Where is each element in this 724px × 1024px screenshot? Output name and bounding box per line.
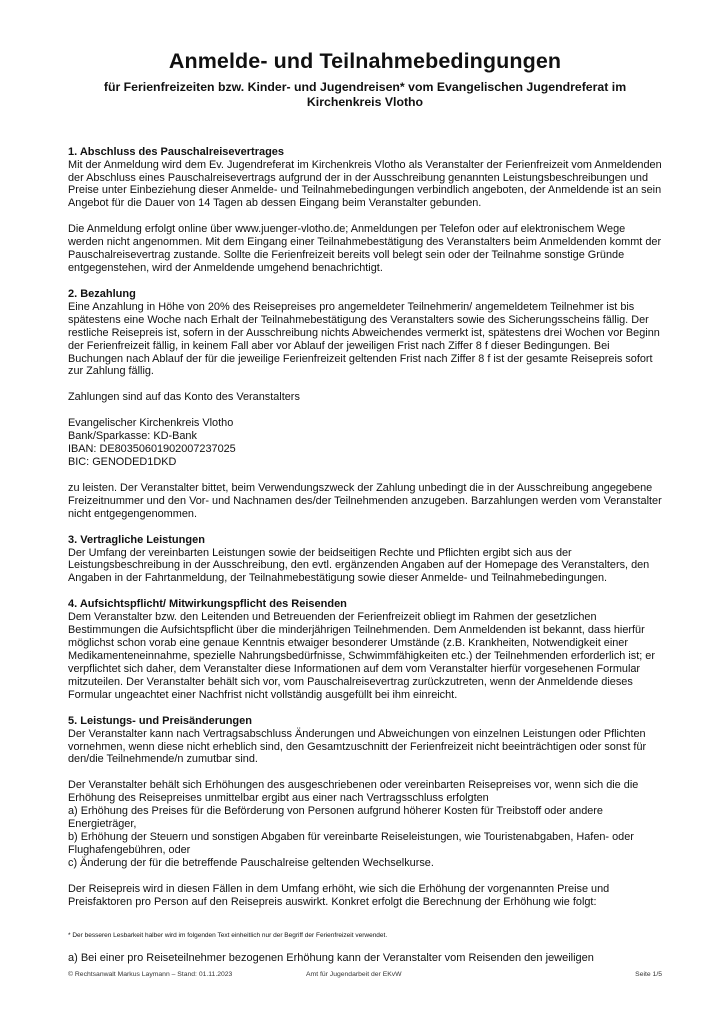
section-3 <box>68 534 662 586</box>
section-5-paragraph-2: Der Veranstalter behält sich Erhöhungen des ausgeschriebenen oder vereinbarten Reisepreises vor, wenn sich die die Erhöhung des Reisepreises unmittelbar ergibt aus einer nach Vertragsschluss erfolgten <box>68 779 639 805</box>
section-2-paragraph-2: Zahlungen sind auf das Konto des Veranstalters <box>68 391 300 404</box>
footer-page-number: Seite 1/5 <box>635 971 662 978</box>
section-1-title: 1. Abschluss des Pauschalreisevertrages <box>68 145 285 158</box>
document-page <box>68 50 662 965</box>
subtitle-line-2: Kirchenkreis Vlotho <box>306 94 424 109</box>
section-1-paragraph-2: Die Anmeldung erfolgt online über www.juenger-vlotho.de; Anmeldungen per Telefon oder auf elektronischem Wege werden nicht angenommen. Mit dem Eingang einer Teilnahmebestätigung des Veranstalters beim Anmeldenden kommt der Pauschalreisevertrag zustande. Sollte die Ferienfreizeit bereits voll belegt sein oder der Teilnahme sonstige Gründe entgegenstehen, wird der Anmeldende umgehend benachrichtigt. <box>68 223 662 274</box>
section-5-title: 5. Leistungs- und Preisänderungen <box>68 714 252 727</box>
section-4 <box>68 598 662 701</box>
bank-bank: Bank/Sparkasse: KD-Bank <box>68 430 197 443</box>
section-1-paragraph-1: Mit der Anmeldung wird dem Ev. Jugendreferat im Kirchenkreis Vlotho als Veranstalter der Ferienfreizeit vom Anmeldenden der Abschluss eines Pauschalreisevertrags aufgrund der in der Ausschreibung genannten Leistungsbeschreibungen und Preise unter Einbeziehung dieser Anmelde- und Teilnahmebedingungen verbindlich angeboten, der Anmeldende ist an sein Angebot für die Dauer von 14 Tagen ab dessen Eingang beim Veranstalter gebunden. <box>68 158 662 210</box>
bank-name: Evangelischer Kirchenkreis Vlotho <box>68 417 234 430</box>
section-5-item-b: b) Erhöhung der Steuern und sonstigen Abgaben für vereinbarte Reiseleistungen, wie Touristenabgaben, Hafen- oder Flughafengebühren, oder <box>68 830 634 856</box>
footer-copyright: © Rechtsanwalt Markus Laymann – Stand: 01.11.2023 <box>68 971 233 978</box>
footer-organization: Amt für Jugendarbeit der EKvW <box>306 971 402 978</box>
section-5 <box>68 715 662 909</box>
continued-paragraph: a) Bei einer pro Reiseteilnehmer bezogenen Erhöhung kann der Veranstalter vom Reisenden den jeweiligen <box>68 951 594 964</box>
section-1 <box>68 146 662 275</box>
section-3-title: 3. Vertragliche Leistungen <box>68 533 205 546</box>
section-5-paragraph-3: Der Reisepreis wird in diesen Fällen in dem Umfang erhöht, wie sich die Erhöhung der vorgenannten Preise und Preisfaktoren pro Person auf den Reisepreis auswirkt. Konkret erfolgt die Berechnung der Erhöhung wie folgt: <box>68 882 610 908</box>
section-2-paragraph-1: Eine Anzahlung in Höhe von 20% des Reisepreises pro angemeldeter Teilnehmerin/ angemeldetem Teilnehmer ist bis spätestens eine Woche nach Erhalt der Teilnahmebestätigung des Veranstalters sowie des Sicherungsscheins fällig. Der restliche Reisepreis ist, sofern in der Ausschreibung nichts Abweichendes vermerkt ist, spätestens drei Wochen vor Beginn der Ferienfreizeit fällig, in keinem Fall aber vor Ablauf der jeweiligen Frist nach Ziffer 8 f dieser Bedingungen. Bei Buchungen nach Ablauf der für die jeweilige Ferienfreizeit geltenden Frist nach Ziffer 8 f ist der gesamte Reisepreis sofort zur Zahlung fällig. <box>68 300 660 378</box>
section-2 <box>68 288 662 521</box>
section-5-item-a: a) Erhöhung des Preises für die Beförderung von Personen aufgrund höherer Kosten für Treibstoff oder andere Energieträger, <box>68 805 603 831</box>
document-subtitle <box>68 80 662 110</box>
document-title: Anmelde- und Teilnahmebedingungen <box>168 49 562 73</box>
bank-iban: IBAN: DE80350601902007237025 <box>68 443 236 456</box>
section-5-item-c: c) Änderung der für die betreffende Pauschalreise geltenden Wechselkurse. <box>68 856 434 869</box>
section-5-paragraph-1: Der Veranstalter kann nach Vertragsabschluss Änderungen und Abweichungen von einzelnen Leistungen oder Pflichten vornehmen, wenn diese nicht erheblich sind, den Gesamtzuschnitt der Ferienfreizeit nicht beeinträchtigen oder sonst für den/die Teilnehmende/n zumutbar sind. <box>68 727 647 766</box>
section-2-paragraph-3: zu leisten. Der Veranstalter bittet, beim Verwendungszweck der Zahlung unbedingt die in der Ausschreibung angegebene Freizeitnummer und den Vor- und Nachnamen des/der Teilnehmenden anzugeben. Barzahlungen werden vom Veranstalter nicht entgegengenommen. <box>68 481 662 520</box>
section-4-paragraph-1: Dem Veranstalter bzw. den Leitenden und Betreuenden der Ferienfreizeit obliegt im Rahmen der gesetzlichen Bestimmungen die Aufsichtspflicht über die minderjährigen Teilnehmenden. Dem Anmeldenden ist bekannt, dass hierfür möglichst schon vorab eine genaue Kenntnis etwaiger besonderer Umstände (z.B. Krankheiten, Notwendigkeit einer Medikamenteneinnahme, spezielle Nahrungsbedürfnisse, Schwimmfähigkeiten etc.) der Teilnehmenden erforderlich ist; er verpflichtet sich daher, dem Veranstalter diese Informationen auf dem vom Veranstalter hierfür vorgesehenen Formular mitzuteilen. Der Veranstalter behält sich vor, vom Pauschalreisevertrag zurückzutreten, wenn der Anmeldende dieses Formular ungeachtet einer Nachfrist nicht vollständig ausgefüllt bei ihm einreicht. <box>68 611 655 701</box>
bank-bic: BIC: GENODED1DKD <box>68 455 177 468</box>
subtitle-line-1: für Ferienfreizeiten bzw. Kinder- und Jugendreisen* vom Evangelischen Jugendreferat im <box>103 79 627 94</box>
section-3-paragraph-1: Der Umfang der vereinbarten Leistungen sowie der beidseitigen Rechte und Pflichten ergibt sich aus der Leistungsbeschreibung in der Ausschreibung, den evtl. ergänzenden Angaben auf der Homepage des Veranstalters, den Angaben in der Fahrtanmeldung, der Teilnahmebestätigung sowie dieser Anmelde- und Teilnahmebedingungen. <box>68 546 650 585</box>
section-2-title: 2. Bezahlung <box>68 287 136 300</box>
section-4-title: 4. Aufsichtspflicht/ Mitwirkungspflicht des Reisenden <box>68 598 347 611</box>
footnote: * Der besseren Lesbarkeit halber wird im folgenden Text einheitlich nur der Begriff der Ferienfreizeit verwendet. <box>68 931 388 939</box>
